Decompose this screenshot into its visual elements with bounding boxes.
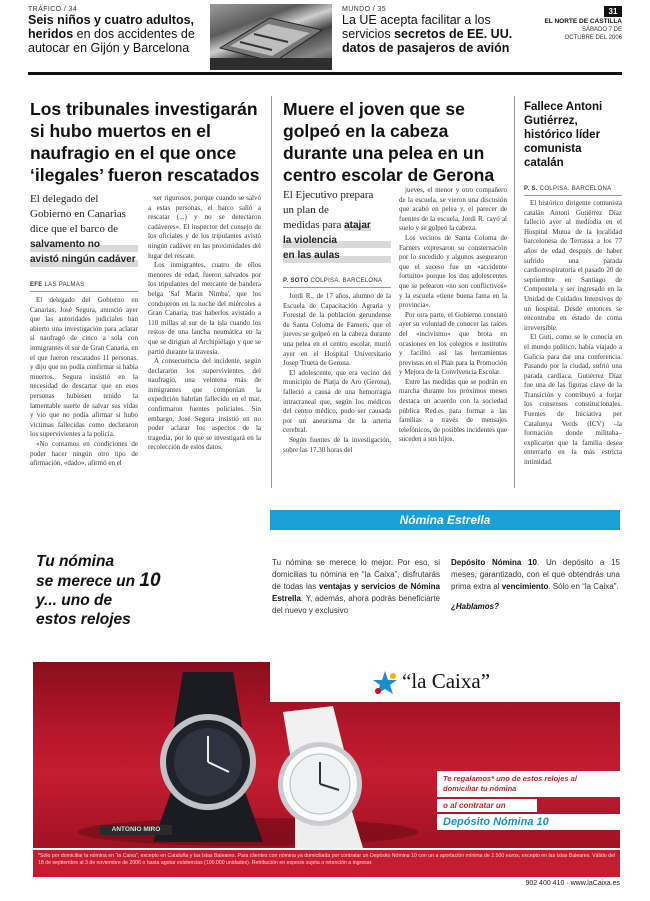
date-line-1: SÁBADO 7 DE bbox=[581, 27, 622, 33]
article1-column-1: El delegado del Gobierno en Canarias, José Segura, anunció ayer que las autoridades judiciales han abierto una investigación para aclarar si naufragó de cinco a sola con inmigrantes el sur de Gran Canaria, en el que fueron rescatados 11 personas, y dijo que no podía confirmar si había muertos. Segura insistió en la necesidad de descartar que en esos personas hubiesen tenido la lamentable suerte de salvar sus vidas y vio que no podía afirmar si hubo víctimas fallecidas como declararon los supervivientes a la policía. «No contamos en condiciones de poder hacer ningún otro tipo de afirmación, «dado», afirmó en el bbox=[30, 296, 138, 468]
teaser-headline-line1: La UE acepta facilitar a los bbox=[342, 13, 491, 27]
article1-deck: El delegado del Gobierno en Canarias dice que el barco de salvamento no avistó ningún cadáver bbox=[30, 192, 138, 267]
article1-byline-rule bbox=[30, 291, 138, 292]
article2-byline-rule bbox=[283, 287, 391, 288]
ad-contact[interactable]: 902 400 410 · www.laCaixa.es bbox=[525, 880, 620, 887]
teaser-headline-line3: datos de pasajeros de avión bbox=[342, 41, 510, 55]
promo-line-1: Te regalamos* uno de estos relojes al domiciliar tu nómina bbox=[437, 771, 620, 797]
watch-brand-label: ANTONIO MIRO bbox=[100, 825, 172, 835]
column-divider bbox=[514, 96, 515, 488]
promo-box bbox=[437, 771, 620, 839]
article3-headline: Fallece Antoni Gutiérrez, histórico líder comunista catalán bbox=[524, 101, 603, 169]
teaser-headline-line3: autocar en Gijón y Barcelona bbox=[28, 41, 190, 55]
column-divider bbox=[271, 96, 272, 488]
article2-deck: El Ejecutivo prepara un plan de medidas para atajar la violencia en las aulas bbox=[283, 188, 391, 263]
date-line-2: OCTUBRE DEL 2006 bbox=[564, 35, 622, 41]
teaser-mundo[interactable] bbox=[342, 6, 517, 66]
article1-column-2: ser rigurosos, porque cuando se salvó a estas personas, el barco salió a rescatar (...) y no se detectaron cadáveres». El inspector del consejo de los oficiales y de los tripulantes avistó ningún cadáver en las proximidades del lugar del rescate. Los inmigrantes, cuatro de ellos menores de edad, fueron salvados por los tripulantes del mercante de bandera belga 'Saf Marin Nimba', que los condujeron en la noche del miércoles a Gran Canaria, tras haberlos avistado a 110 millas al sur de la isla cuando los restos de una lancha neumática en la que se dirigían al Archipiélago y que se partió durante la travesía. A consecuencia del incidente, según declararon los supervivientes del naufragio, una veintena más de inmigrantes que componían la expedición habrían fallecido en el mar, confirmaron fuentes policiales. Sin embargo, José Segura insistió en no poder aclarar los aspectos de la tragedia, por lo que se investigará en la recolección de estos datos. bbox=[148, 194, 261, 452]
star-logo-icon bbox=[372, 670, 398, 696]
ad-text-column-1: Tu nómina se merece lo mejor. Por eso, si domicilias tu nómina en “la Caixa”, disfrutarás de todas las ventajas y servicios de Nómina Estrella. Y, además, ahora podrás beneficiarte del nuevo y exclusivo bbox=[272, 558, 440, 615]
article2-column-2: jueves, el menor y otro compañero de la escuela, se vieron una discusión que acabó en pelea y, el parecer de fuentes de la escuela, Jordi R. cayó al suelo y se golpeó la cabeza. Los vecinos de Santa Coloma de Farners expresaron su consternación por lo sucedido y algunos aseguraron que el suceso fue un «accidente fortuito» porque los dos adolescentes que se pelearon «no son conflictivos» y la escuela «tiene buena fama en la provincia». Por otra parte, el Gobierno constató ayer su voluntad de conocer las raíces del «incivismo» que brota en ocasiones en los colegios e institutos y facilitó así las herramientas previstas en el Plan para la Promoción y Mejora de la Convivencia Escolar. Entre las medidas que se podrán en marcha durante los próximos meses destaca un acuerdo con la sociedad pública Red.es para formar a las familias a través de mensajes telefónicos, de posibles incidentes que suceden a sus hijos. bbox=[399, 186, 507, 444]
la-caixa-logo bbox=[270, 662, 620, 702]
ad-slogan: Tu nómina se merece un 10 y... uno de estos relojes bbox=[36, 553, 161, 628]
article2-headline: Muere el joven que se golpeó en la cabeza durante una pelea en un centro escolar de Gerona bbox=[283, 99, 495, 185]
newspaper-name: EL NORTE DE CASTILLA bbox=[544, 18, 622, 25]
article2-column-1: Jordi R., de 17 años, alumno de la Escuela de Capacitación Agraria y Forestal de la población gerundense de Santa Coloma de Farners, que el jueves se golpeó en la cabeza durante una pelea en el centro escolar, murió ayer en el Hospital Universitario Josep Trueta de Gerona. El adolescente, que era vecino del municipio de Platja de Aro (Gerona), falleció a causa de una hemorragia intracraneal que, según los médicos del centro médico, pudo ser causada por un aneurisma de la arteria cerebral. Según fuentes de la investigación, sobre las 17.30 horas del bbox=[283, 292, 391, 454]
teaser-photo-bus bbox=[210, 4, 332, 70]
article3-column: El histórico dirigente comunista catalán Antoni Gutiérrez Díaz falleció ayer al mediodía en el Hospital Mutua de la localidad barcelonesa de Terrassa a los 77 años de edad después de haber sufrido una parada cardiorrespiratoria el pasado 20 de septiembre en Santiago de Compostela y ser ingresado en la Unidad de Cuidados Intensivos de un hospital. Desde entonces se encontraba en estado de coma irreversible. El Guti, como se le conocía en el mundo político, había viajado a Galicia para dar una conferencia. Pasando por la ciudad, sufrió una parada cardíaca. Gutiérrez Díaz fue una de las figuras clave de la Transición y contribuyó a forjar los consensos constitucionales. Fuentes de Iniciativa per Catalunya Verds (ICV) –la formación donde militaba– explicaron que la familia desea enterrarlo en la más estricta intimidad. bbox=[524, 199, 622, 467]
article3-byline: P. S. COLPISA. BARCELONA bbox=[524, 186, 612, 192]
ad-legal-footnote: *Sólo por domiciliar la nómina en “la Caixa”, excepto en Cataluña y las Islas Baleares. Para clientes con nómina ya domiciliada por contratar un Depósito Nómina 10 con un a aportación mínima de 2.500 euros, excepto en las Islas Baleares. Válido del 18 de septiembre al 3 de noviembre de 2006 o hasta agotar existencias (100.000 unidades). Retribución en especie sujeta a retención a ingresar. bbox=[33, 850, 620, 877]
article1-headline: Los tribunales investigarán si hubo muertos en el naufragio en el que once ‘ilegales’ fueron rescatados bbox=[30, 99, 260, 185]
ad-text-column-2: Depósito Nómina 10. Un depósito a 15 meses, garantizado, con el que obtendrás una prima extra al vencimiento. Sólo en “la Caixa”. ¿Hablamos? bbox=[451, 558, 621, 611]
teaser-trafico[interactable] bbox=[28, 6, 203, 66]
logo-text: “la Caixa” bbox=[402, 669, 491, 693]
teaser-headline-line2: heridos en dos accidentes de bbox=[28, 27, 195, 41]
bus-photo-icon bbox=[210, 4, 332, 70]
teaser-tag: TRÁFICO / 34 bbox=[28, 6, 78, 13]
ad-title-band: Nómina Estrella bbox=[270, 510, 620, 530]
teaser-headline-line2: servicios secretos de EE. UU. bbox=[342, 27, 513, 41]
article1-byline: EFE LAS PALMAS bbox=[30, 282, 85, 288]
page-number: 31 bbox=[604, 6, 622, 17]
promo-line-3: Depósito Nómina 10 bbox=[437, 814, 620, 830]
article3-byline-rule bbox=[524, 195, 622, 196]
teaser-tag: MUNDO / 35 bbox=[342, 6, 387, 13]
promo-line-2: o al contratar un bbox=[437, 799, 537, 812]
article2-byline: P. SOTO COLPISA. BARCELONA bbox=[283, 278, 383, 284]
teaser-headline-line1: Seis niños y cuatro adultos, bbox=[28, 13, 195, 27]
header-rule bbox=[28, 72, 622, 75]
